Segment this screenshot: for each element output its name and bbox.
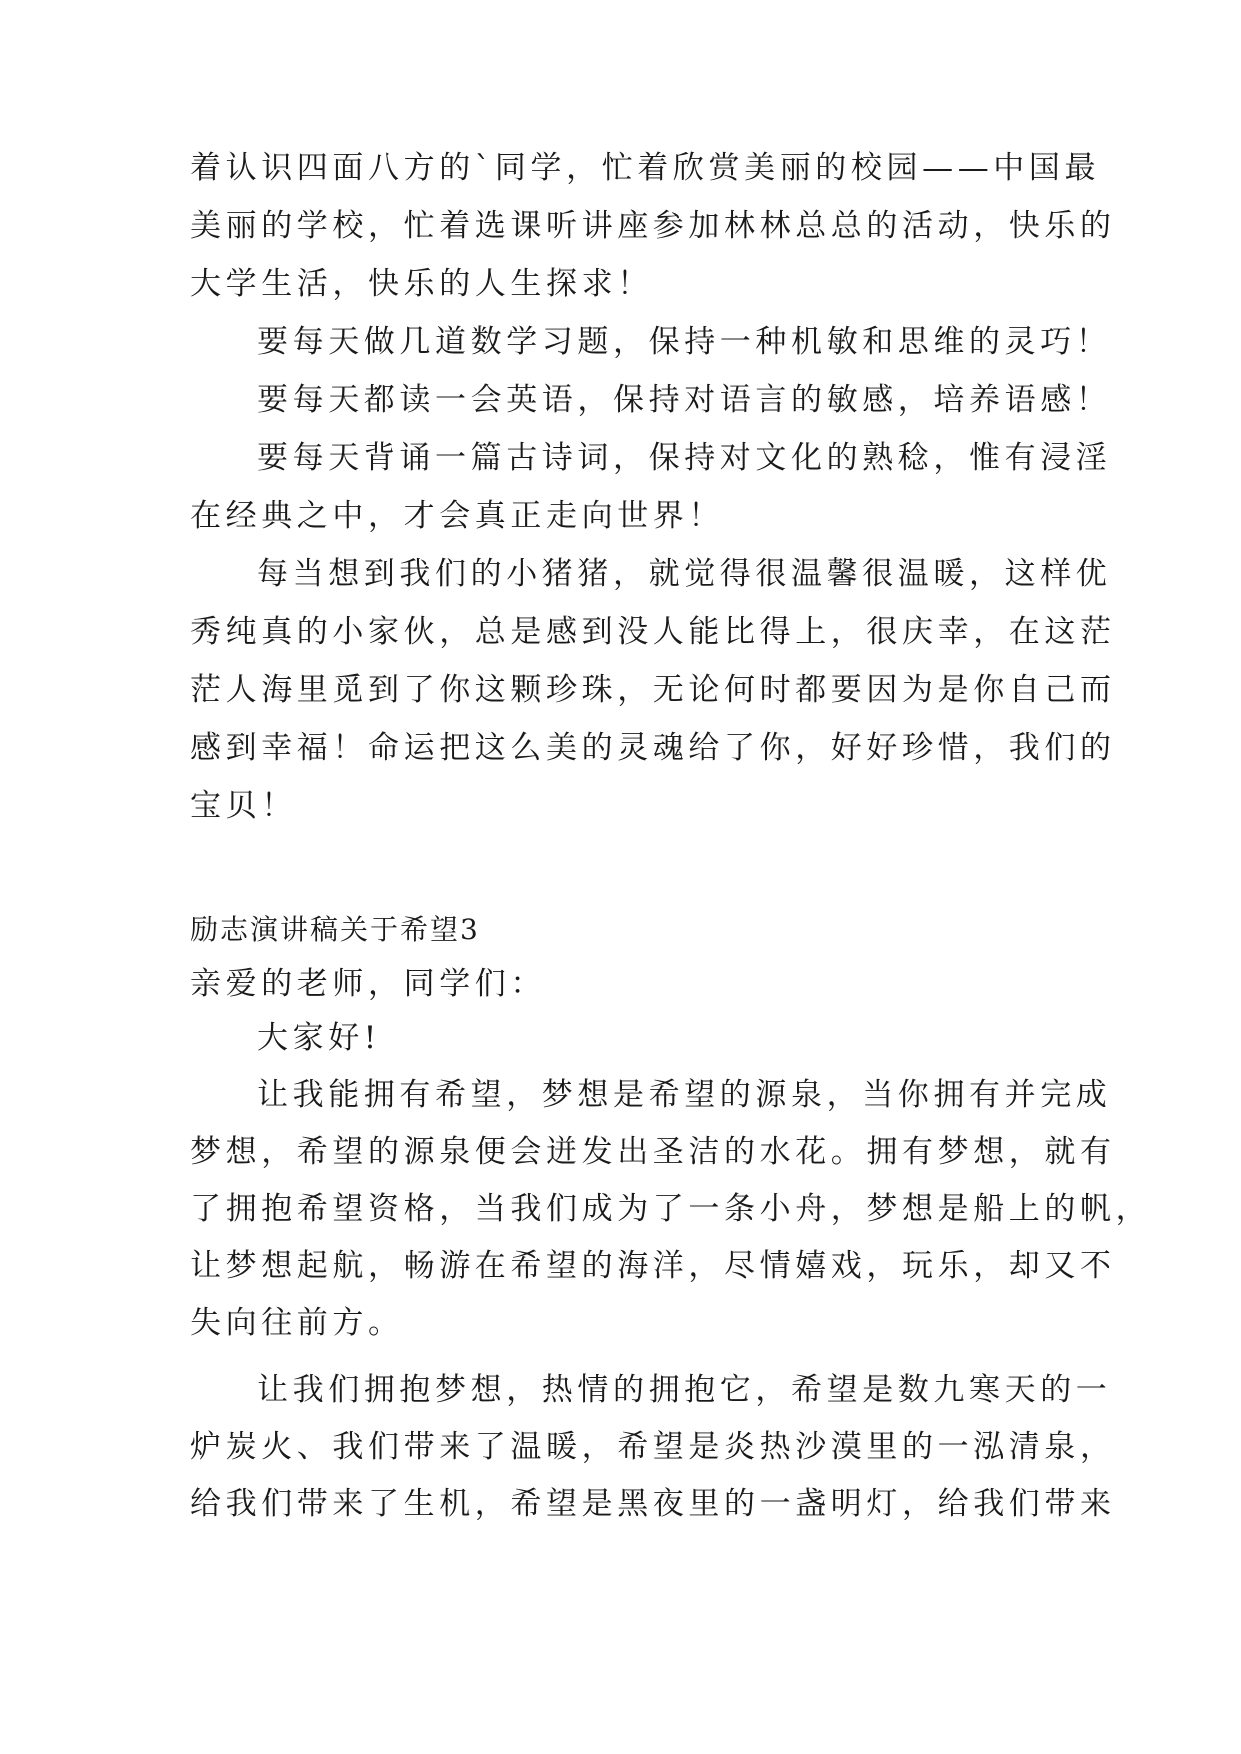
- text-line: 茫人海里觅到了你这颗珍珠，无论何时都要因为是你自己而: [190, 672, 1116, 708]
- text-line: 让我们拥抱梦想，热情的拥抱它，希望是数九寒天的一: [257, 1372, 1112, 1408]
- text-line: 着认识四面八方的`同学，忙着欣赏美丽的校园——中国最: [190, 150, 1101, 186]
- text-line: 让我能拥有希望，梦想是希望的源泉，当你拥有并完成: [257, 1077, 1112, 1113]
- text-line: 在经典之中，才会真正走向世界！: [190, 498, 724, 534]
- text-line: 梦想，希望的源泉便会迸发出圣洁的水花。拥有梦想，就有: [190, 1134, 1116, 1170]
- section-heading: 励志演讲稿关于希望3: [190, 913, 480, 946]
- greeting: 大家好!: [257, 1020, 381, 1056]
- text-line: 要每天都读一会英语，保持对语言的敏感，培养语感！: [257, 382, 1112, 418]
- text-line: 秀纯真的小家伙，总是感到没人能比得上，很庆幸，在这茫: [190, 614, 1116, 650]
- text-line: 宝贝！: [190, 788, 297, 824]
- text-line: 感到幸福！命运把这么美的灵魂给了你，好好珍惜，我们的: [190, 730, 1116, 766]
- text-line: 大学生活，快乐的人生探求！: [190, 266, 653, 302]
- text-line: 要每天做几道数学习题，保持一种机敏和思维的灵巧！: [257, 324, 1112, 360]
- text-line: 失向往前方。: [190, 1305, 404, 1341]
- text-line: 了拥抱希望资格，当我们成为了一条小舟，梦想是船上的帆，: [190, 1191, 1152, 1227]
- text-line: 要每天背诵一篇古诗词，保持对文化的熟稔，惟有浸淫: [257, 440, 1112, 476]
- text-line: 美丽的学校，忙着选课听讲座参加林林总总的活动，快乐的: [190, 208, 1116, 244]
- salutation: 亲爱的老师，同学们：: [190, 966, 546, 1002]
- text-line: 让梦想起航，畅游在希望的海洋，尽情嬉戏，玩乐，却又不: [190, 1248, 1116, 1284]
- text-line: 炉炭火、我们带来了温暖，希望是炎热沙漠里的一泓清泉，: [190, 1429, 1116, 1465]
- text-line: 每当想到我们的小猪猪，就觉得很温馨很温暖，这样优: [257, 556, 1112, 592]
- text-line: 给我们带来了生机，希望是黑夜里的一盏明灯，给我们带来: [190, 1486, 1116, 1522]
